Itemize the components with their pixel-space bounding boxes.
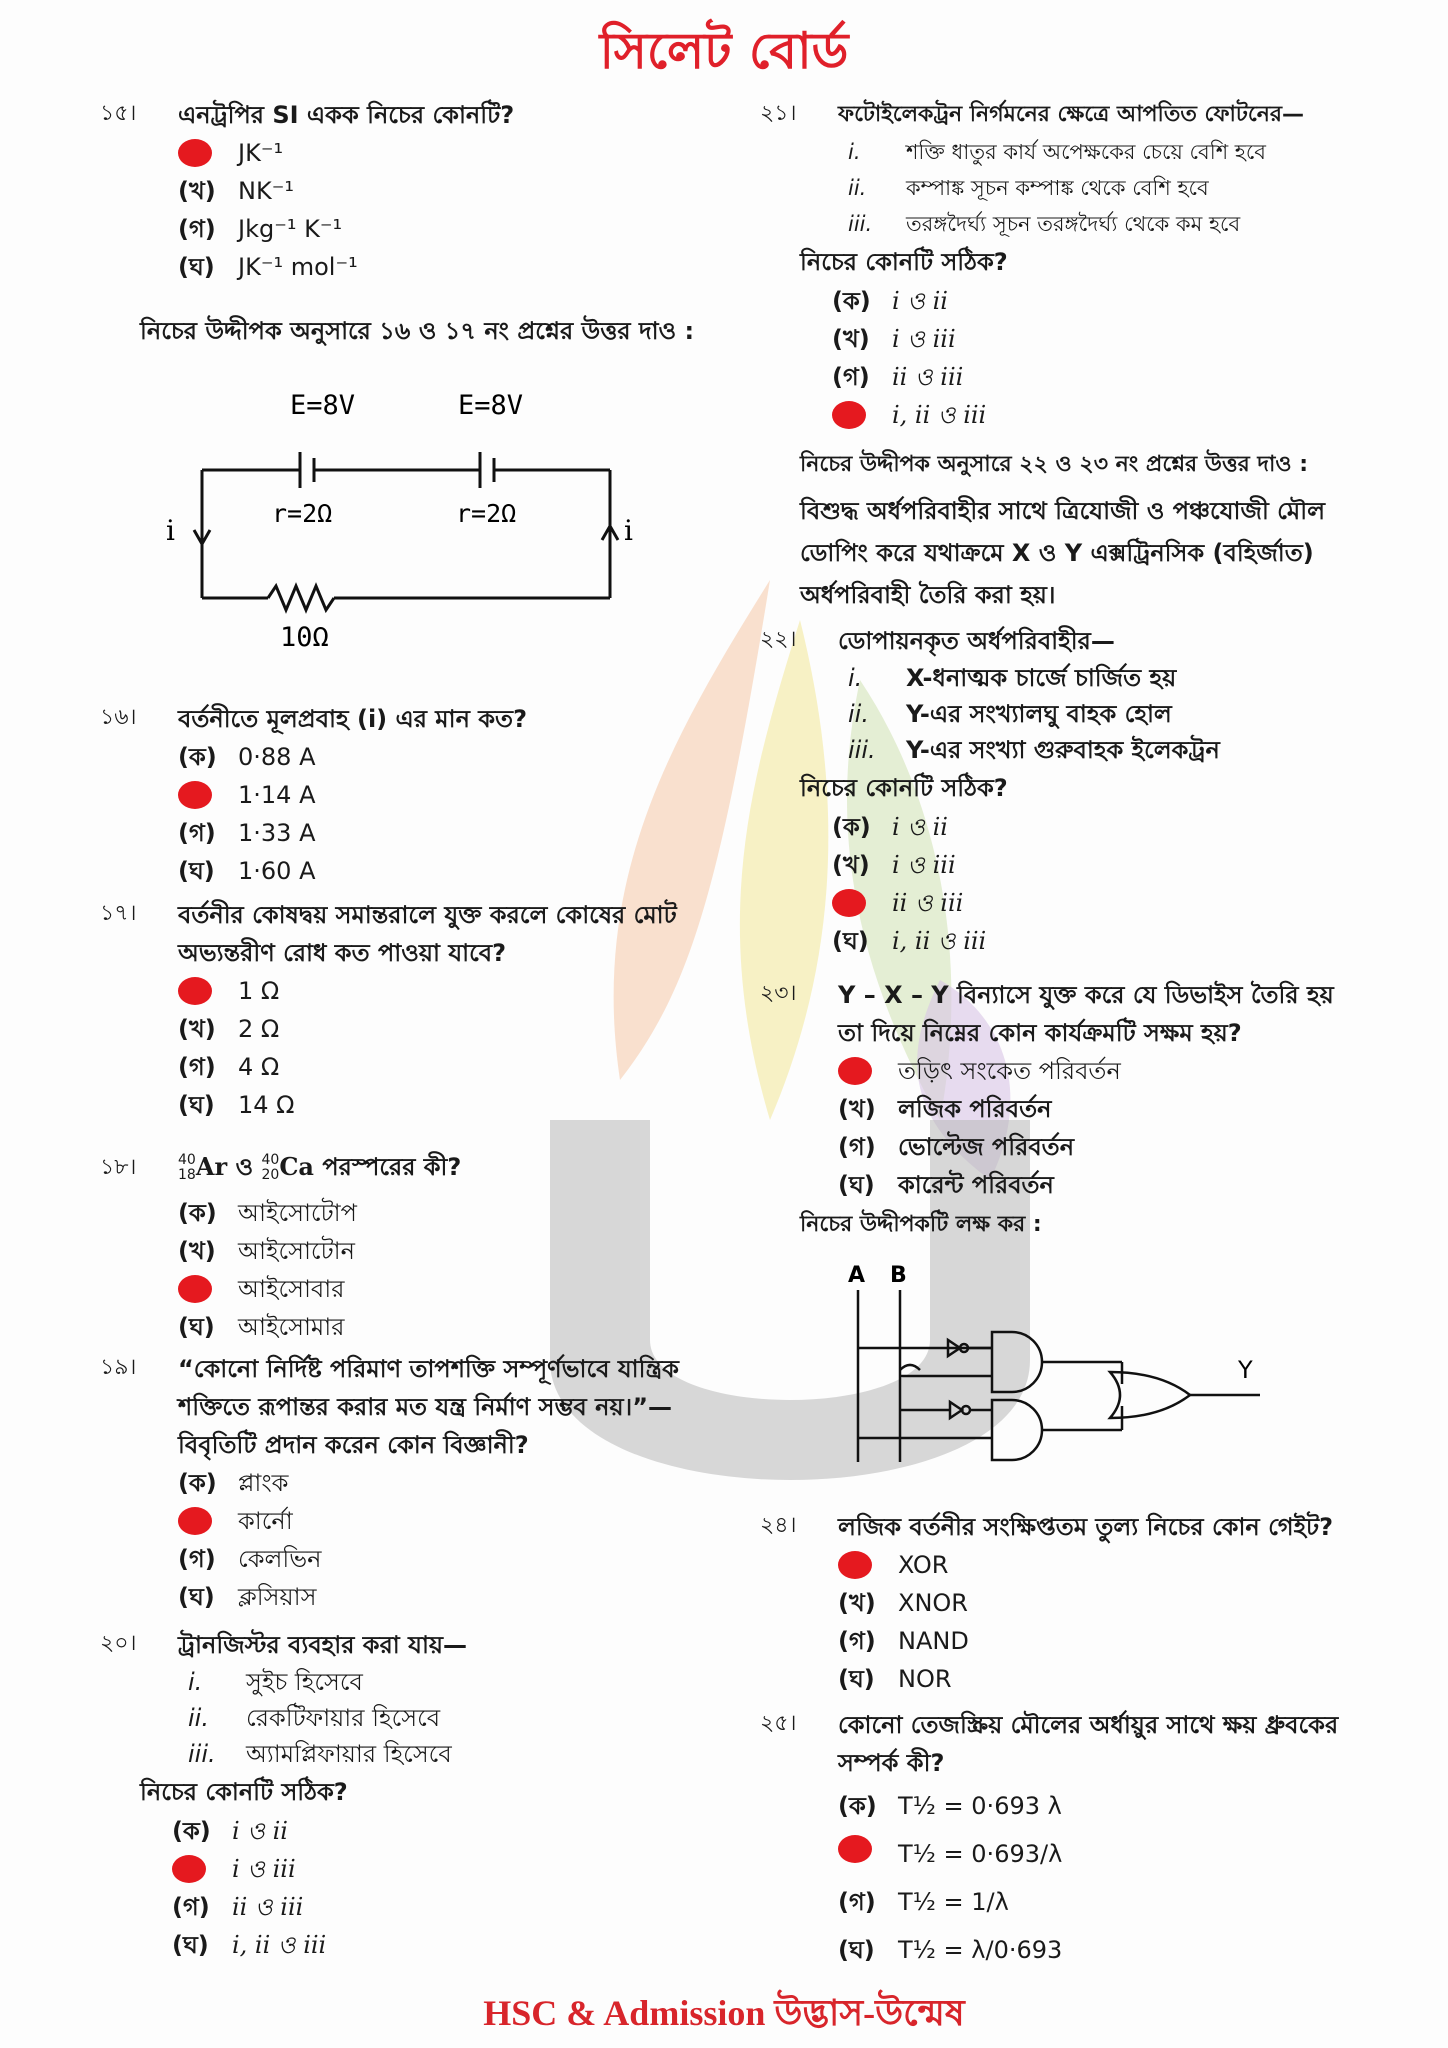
statement-roman: iii.	[848, 736, 876, 764]
option-ka[interactable]	[178, 972, 700, 1010]
option-label: (খ)	[838, 1589, 876, 1617]
question-text: ডোপায়নকৃত অর্ধপরিবাহীর—	[838, 627, 1115, 655]
question-number: ১৬।	[100, 705, 137, 730]
output-y-label: Y	[1238, 1356, 1253, 1384]
option-label: (গ)	[172, 1893, 210, 1921]
option-text: XOR	[898, 1551, 949, 1579]
option-ka[interactable]	[838, 1546, 1360, 1584]
option-ka[interactable]	[178, 738, 700, 776]
footer-brand	[0, 1986, 1448, 2046]
option-label	[838, 1830, 898, 1878]
option-label	[178, 776, 238, 814]
option-ka[interactable]	[832, 282, 1360, 320]
question-18	[100, 1140, 700, 1346]
option-ka[interactable]	[838, 1782, 1360, 1830]
statement-roman: ii.	[188, 1704, 209, 1732]
question-19	[100, 1350, 700, 1616]
option-gha[interactable]	[832, 922, 1360, 960]
statement-text: Y-এর সংখ্যালঘু বাহক হোল	[906, 700, 1172, 728]
footer-bangla: উদ্ভাস-উন্মেষ	[774, 1993, 965, 2033]
option-text: ক্লসিয়াস	[238, 1583, 317, 1611]
option-label: (গ)	[178, 1053, 216, 1081]
question-17	[100, 896, 700, 1124]
option-ga[interactable]	[832, 884, 1360, 922]
question-24	[760, 1508, 1360, 1698]
question-tail: পরস্পরের কী?	[322, 1153, 462, 1181]
option-text: 1·60 A	[238, 857, 316, 885]
option-gha[interactable]	[178, 1086, 700, 1124]
question-20	[100, 1626, 700, 1964]
option-ga[interactable]	[832, 358, 1360, 396]
footer-latin: HSC & Admission	[483, 1993, 766, 2033]
statement-text: কম্পাঙ্ক সূচন কম্পাঙ্ক থেকে বেশি হবে	[906, 176, 1209, 200]
option-text: NOR	[898, 1665, 952, 1693]
argon-mass-number: 40	[178, 1152, 196, 1168]
option-text: লজিক পরিবর্তন	[898, 1095, 1052, 1123]
question-text: ফটোইলেকট্রন নির্গমনের ক্ষেত্রে আপতিত ফোটনের—	[838, 102, 1304, 127]
option-label	[832, 884, 892, 922]
option-text: কারেন্ট পরিবর্তন	[898, 1171, 1054, 1199]
option-gha[interactable]	[178, 1578, 700, 1616]
statement-text: অ্যামপ্লিফায়ার হিসেবে	[246, 1740, 452, 1768]
option-text: i ও ii	[892, 287, 948, 315]
option-text: ii ও iii	[892, 889, 964, 917]
option-ka[interactable]	[838, 1052, 1360, 1090]
option-text: ভোল্টেজ পরিবর্তন	[898, 1133, 1075, 1161]
stimulus-16-17: নিচের উদ্দীপক অনুসারে ১৬ ও ১৭ নং প্রশ্নের উত্তর দাও :	[140, 317, 695, 345]
argon-symbol: Ar	[195, 1152, 228, 1181]
question-23	[760, 976, 1360, 1204]
question-number: ১৫।	[100, 101, 137, 126]
option-text: 0·88 A	[238, 743, 316, 771]
option-text: i, ii ও iii	[232, 1931, 327, 1959]
option-ga[interactable]	[838, 1128, 1360, 1166]
option-label: (ঘ)	[832, 927, 869, 955]
option-text: আইসোটোন	[238, 1237, 355, 1265]
option-gha[interactable]	[838, 1660, 1360, 1698]
option-label: (ঘ)	[838, 1665, 875, 1693]
option-text: i, ii ও iii	[892, 927, 987, 955]
stimulus-24: নিচের উদ্দীপকটি লক্ষ কর :	[800, 1212, 1042, 1237]
option-text: 14 Ω	[238, 1091, 295, 1119]
option-label: (ঘ)	[178, 1313, 215, 1341]
option-gha[interactable]	[838, 1926, 1360, 1974]
question-text: “কোনো নির্দিষ্ট পরিমাণ তাপশক্তি সম্পূর্ণভাবে যান্ত্রিক শক্তিতে রূপান্তর করার মত যন্ত্র নির্মাণ সম্ভব নয়।”— বিবৃতিটি প্রদান করেন কোন বিজ্ঞানী?	[178, 1355, 679, 1459]
option-text: আইসোটোপ	[238, 1199, 357, 1227]
internal-resistance-1: r=2Ω	[272, 499, 333, 528]
option-label: (গ)	[838, 1888, 876, 1916]
option-text: JK⁻¹	[238, 139, 284, 167]
option-label: (গ)	[178, 1545, 216, 1573]
statement-ii	[848, 696, 1360, 732]
option-text: T½ = 1/λ	[898, 1888, 1009, 1916]
statement-roman: ii.	[848, 176, 867, 200]
option-text: i, ii ও iii	[892, 401, 987, 429]
option-kha[interactable]	[172, 1850, 700, 1888]
option-text: JK⁻¹ mol⁻¹	[238, 253, 358, 281]
question-22	[760, 622, 1360, 960]
option-label	[178, 972, 238, 1010]
option-text: 4 Ω	[238, 1053, 280, 1081]
calcium-mass-number: 40	[261, 1152, 280, 1168]
option-label: (ক)	[832, 813, 871, 841]
statement-roman: iii.	[848, 212, 873, 236]
option-kha[interactable]	[838, 1584, 1360, 1622]
option-text: প্লাংক	[238, 1469, 289, 1497]
question-15	[100, 96, 700, 286]
option-label: (গ)	[178, 819, 216, 847]
question-number: ১৯।	[100, 1355, 137, 1380]
statement-text: X-ধনাত্মক চার্জে চার্জিত হয়	[906, 664, 1177, 692]
statement-i	[188, 1664, 700, 1700]
option-text: 1·14 A	[238, 781, 316, 809]
option-kha[interactable]	[832, 320, 1360, 358]
page-title: সিলেট বোর্ড	[599, 21, 849, 80]
question-text	[178, 1140, 700, 1194]
option-ka[interactable]	[178, 134, 700, 172]
which-correct: নিচের কোনটি সঠিক?	[140, 1778, 348, 1806]
option-label: (ঘ)	[172, 1931, 209, 1959]
option-text: XNOR	[898, 1589, 968, 1617]
question-number: ২১।	[760, 101, 797, 126]
question-text: বর্তনীর কোষদ্বয় সমান্তরালে যুক্ত করলে কোষের মোট অভ্যন্তরীণ রোধ কত পাওয়া যাবে?	[178, 901, 677, 967]
option-kha[interactable]	[838, 1090, 1360, 1128]
option-label: (গ)	[838, 1627, 876, 1655]
option-text: ii ও iii	[892, 363, 964, 391]
statement-text: তরঙ্গদৈর্ঘ্য সূচন তরঙ্গদৈর্ঘ্য থেকে কম হবে	[906, 212, 1241, 236]
input-b-label: B	[890, 1263, 907, 1288]
option-label: (খ)	[178, 1015, 216, 1043]
stimulus-22-23-intro: নিচের উদ্দীপক অনুসারে ২২ ও ২৩ নং প্রশ্নের উত্তর দাও :	[800, 452, 1309, 477]
option-text: 1 Ω	[238, 977, 280, 1005]
statement-ii	[188, 1700, 700, 1736]
option-ga[interactable]	[178, 210, 700, 248]
option-text: Jkg⁻¹ K⁻¹	[238, 215, 343, 243]
option-label: (ক)	[832, 287, 871, 315]
option-text: আইসোবার	[238, 1275, 345, 1303]
statement-iii	[188, 1736, 700, 1772]
option-gha[interactable]	[838, 1166, 1360, 1204]
option-label: (খ)	[838, 1095, 876, 1123]
option-kha[interactable]	[178, 1232, 700, 1270]
statement-roman: i.	[188, 1668, 203, 1696]
statement-ii	[848, 170, 1360, 206]
statement-text: শক্তি ধাতুর কার্য অপেক্ষকের চেয়ে বেশি হবে	[906, 140, 1266, 164]
option-kha[interactable]	[178, 776, 700, 814]
option-label: (ঘ)	[178, 1091, 215, 1119]
question-number: ২২।	[760, 627, 797, 652]
option-text: কেলভিন	[238, 1545, 322, 1573]
statement-iii	[848, 732, 1360, 768]
option-label	[178, 134, 238, 172]
option-gha[interactable]	[178, 852, 700, 890]
option-label	[178, 1502, 238, 1540]
option-label: (ঘ)	[838, 1936, 875, 1964]
option-label: (ঘ)	[178, 1583, 215, 1611]
option-text: i ও iii	[892, 851, 956, 879]
which-correct: নিচের কোনটি সঠিক?	[800, 774, 1008, 802]
question-number: ১৭।	[100, 901, 137, 926]
option-kha[interactable]	[178, 1010, 700, 1048]
option-label: (ঘ)	[838, 1171, 875, 1199]
question-text: লজিক বর্তনীর সংক্ষিপ্ততম তুল্য নিচের কোন গেইট?	[838, 1513, 1334, 1541]
option-kha[interactable]	[178, 172, 700, 210]
option-gha[interactable]	[172, 1926, 700, 1964]
option-label: (ক)	[178, 1469, 217, 1497]
question-25	[760, 1706, 1360, 1974]
joiner: ও	[235, 1153, 254, 1181]
option-ga[interactable]	[178, 1540, 700, 1578]
option-ka[interactable]	[178, 1464, 700, 1502]
statement-text: Y-এর সংখ্যা গুরুবাহক ইলেকট্রন	[906, 736, 1220, 764]
option-text: T½ = 0·693 λ	[898, 1792, 1062, 1820]
option-text: NAND	[898, 1627, 969, 1655]
option-label: (ক)	[178, 1199, 217, 1227]
option-gha[interactable]	[178, 1308, 700, 1346]
internal-resistance-2: r=2Ω	[456, 499, 517, 528]
option-gha[interactable]	[832, 396, 1360, 434]
current-label-right: i	[624, 514, 633, 547]
option-text: T½ = 0·693/λ	[898, 1840, 1063, 1868]
option-text: i ও iii	[892, 325, 956, 353]
option-label: (ক)	[178, 743, 217, 771]
option-ga[interactable]	[172, 1888, 700, 1926]
option-label	[172, 1850, 232, 1888]
statement-i	[848, 660, 1360, 696]
option-ga[interactable]	[838, 1878, 1360, 1926]
input-a-label: A	[848, 1263, 866, 1288]
option-text: NK⁻¹	[238, 177, 294, 205]
which-correct: নিচের কোনটি সঠিক?	[800, 248, 1008, 276]
argon-atomic-number: 18	[178, 1167, 196, 1183]
option-label: (ঘ)	[178, 253, 215, 281]
option-label	[838, 1052, 898, 1090]
option-label: (গ)	[178, 215, 216, 243]
option-ka[interactable]	[832, 808, 1360, 846]
calcium-atomic-number: 20	[261, 1167, 280, 1183]
option-text: 2 Ω	[238, 1015, 280, 1043]
option-text: তড়িৎ সংকেত পরিবর্তন	[898, 1057, 1121, 1085]
option-ga[interactable]	[178, 814, 700, 852]
option-gha[interactable]	[178, 248, 700, 286]
statement-text: সুইচ হিসেবে	[246, 1668, 363, 1696]
question-text: Y – X – Y বিন্যাসে যুক্ত করে যে ডিভাইস তৈরি হয় তা দিয়ে নিম্নের কোন কার্যক্রমটি সক্ষম হয়?	[838, 981, 1334, 1047]
question-16	[100, 700, 700, 890]
option-label	[832, 396, 892, 434]
question-number: ২৪।	[760, 1513, 797, 1538]
option-label: (খ)	[178, 177, 216, 205]
question-number: ১৮।	[100, 1155, 137, 1180]
statement-text: রেকটিফায়ার হিসেবে	[246, 1704, 441, 1732]
question-number: ২০।	[100, 1631, 137, 1656]
option-text: i ও iii	[232, 1855, 296, 1883]
option-text: i ও ii	[892, 813, 948, 841]
question-number: ২৩।	[760, 981, 797, 1006]
logic-circuit-diagram	[840, 1260, 1340, 1510]
current-label-left: i	[166, 514, 175, 547]
option-label: (খ)	[832, 325, 870, 353]
question-text: এনট্রপির SI একক নিচের কোনটি?	[178, 101, 515, 129]
option-ga[interactable]	[178, 1270, 700, 1308]
circuit-diagram	[160, 380, 640, 650]
option-label: (গ)	[832, 363, 870, 391]
question-number: ২৫।	[760, 1711, 797, 1736]
question-text: কোনো তেজস্ক্রিয় মৌলের অর্ধায়ুর সাথে ক্ষয় ধ্রুবকের সম্পর্ক কী?	[838, 1711, 1339, 1777]
option-text: আইসোমার	[238, 1313, 345, 1341]
option-text: 1·33 A	[238, 819, 316, 847]
option-label: (খ)	[178, 1237, 216, 1265]
option-label: (ক)	[172, 1817, 211, 1845]
option-label: (ক)	[838, 1792, 877, 1820]
statement-i	[848, 134, 1360, 170]
option-ga[interactable]	[178, 1048, 700, 1086]
stimulus-22-23-body: বিশুদ্ধ অর্ধপরিবাহীর সাথে ত্রিযোজী ও পঞ্চযোজী মৌল ডোপিং করে যথাক্রমে X ও Y এক্সট্রিনসিক (বহির্জাত) অর্ধপরিবাহী তৈরি করা হয়।	[800, 497, 1325, 609]
emf-label-1: E=8V	[290, 390, 356, 421]
option-kha[interactable]	[838, 1830, 1360, 1878]
emf-label-2: E=8V	[458, 390, 524, 421]
resistor-label: 10Ω	[280, 622, 329, 650]
option-label: (গ)	[838, 1133, 876, 1161]
statement-roman: i.	[848, 140, 861, 164]
option-ga[interactable]	[838, 1622, 1360, 1660]
option-ka[interactable]	[178, 1194, 700, 1232]
question-text: বর্তনীতে মূলপ্রবাহ (i) এর মান কত?	[178, 705, 527, 733]
option-ka[interactable]	[172, 1812, 700, 1850]
option-label: (খ)	[832, 851, 870, 879]
option-text: T½ = λ/0·693	[898, 1936, 1063, 1964]
option-text: ii ও iii	[232, 1893, 304, 1921]
statement-iii	[848, 206, 1360, 242]
option-label	[838, 1546, 898, 1584]
statement-roman: ii.	[848, 700, 869, 728]
option-label: (ঘ)	[178, 857, 215, 885]
option-kha[interactable]	[832, 846, 1360, 884]
option-text: i ও ii	[232, 1817, 288, 1845]
statement-roman: i.	[848, 664, 863, 692]
question-21	[760, 96, 1360, 434]
option-kha[interactable]	[178, 1502, 700, 1540]
statement-roman: iii.	[188, 1740, 216, 1768]
option-label	[178, 1270, 238, 1308]
calcium-symbol: Ca	[279, 1152, 314, 1181]
option-text: কার্নো	[238, 1507, 293, 1535]
question-text: ট্রানজিস্টর ব্যবহার করা যায়—	[178, 1631, 468, 1659]
